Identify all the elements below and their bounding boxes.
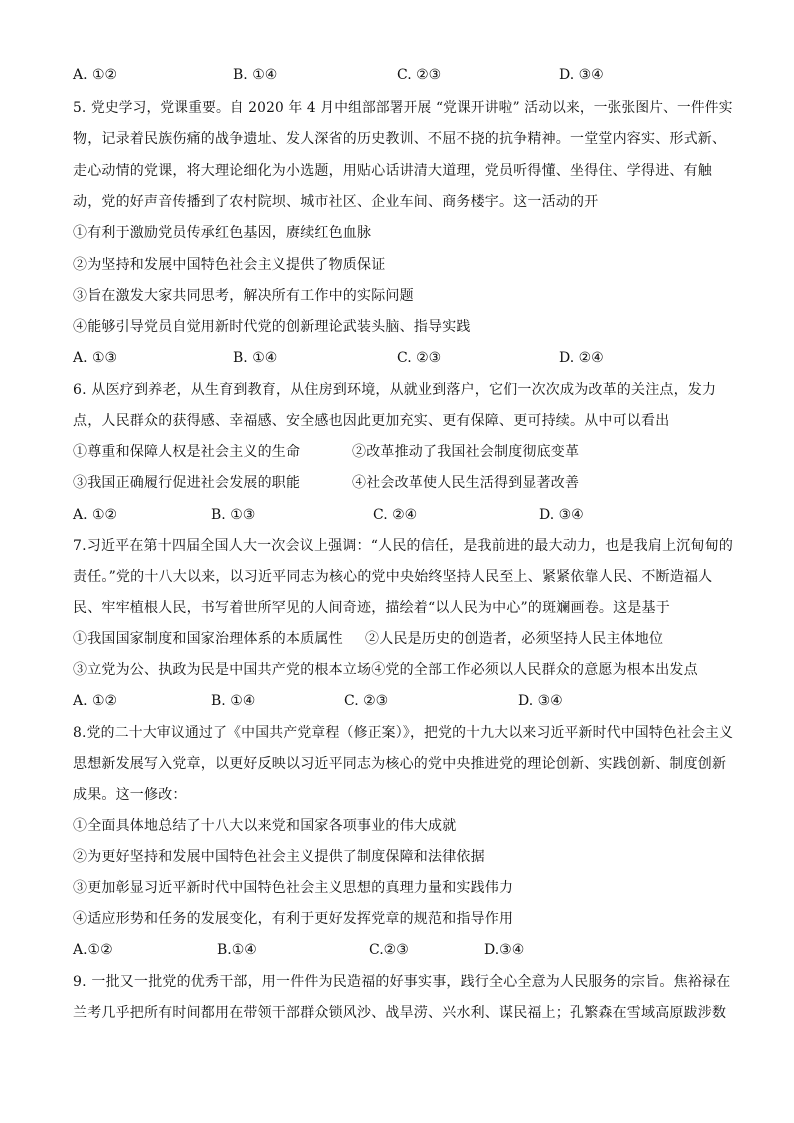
q9-stem-line: 兰考几乎把所有时间都用在带领干部群众锁风沙、战旱涝、兴水利、谋民福上；孔繁森在雪域高原跋涉数 (73, 1005, 727, 1021)
q5-statement: ③旨在激发大家共同思考，解决所有工作中的实际问题 (73, 288, 414, 304)
q6-stem-line: 6. 从医疗到养老，从生育到教育，从住房到环境，从就业到落户，它们一次次成为改革的关注点，发力 (73, 382, 717, 398)
q7-option-a: A. ①② (73, 693, 118, 709)
q5-statement: ④能够引导党员自觉用新时代党的创新理论武装头脑、指导实践 (73, 319, 471, 335)
q7-options (73, 692, 733, 710)
q6-options (73, 506, 733, 524)
q7-option-c: C. ②③ (344, 693, 389, 709)
q7-statement: ①我国国家制度和国家治理体系的本质属性 (73, 631, 343, 647)
q9-stem-line: 9. 一批又一批党的优秀干部，用一件件为民造福的好事实事，践行全心全意为人民服务的宗旨。焦裕禄在 (73, 974, 731, 990)
q4-option-a: A. ①② (73, 67, 118, 83)
q8-option-c: C.②③ (369, 942, 409, 958)
q5-option-d: D. ②④ (559, 350, 604, 366)
q4-option-c: C. ②③ (397, 67, 442, 83)
q8-stem-line: 成果。这一修改： (73, 787, 187, 803)
q6-option-b: B. ①③ (211, 507, 256, 523)
q5-options (73, 349, 733, 367)
q6-option-a: A. ①② (73, 507, 118, 523)
q8-option-a: A.①② (73, 942, 113, 958)
q7-stem-line: 责任。”党的十八大以来，以习近平同志为核心的党中央始终坚持人民至上、紧紧依靠人民、不断造福人 (73, 569, 713, 585)
q6-statement: ④社会改革使人民生活得到显著改善 (352, 475, 580, 491)
q4-option-b: B. ①④ (233, 67, 278, 83)
q7-statement: ③立党为公、执政为民是中国共产党的根本立场④党的全部工作必须以人民群众的意愿为根本出发点 (73, 662, 698, 678)
q6-statement: ①尊重和保障人权是社会主义的生命 (73, 444, 301, 460)
q4-options (73, 66, 733, 84)
q4-option-d: D. ③④ (559, 67, 604, 83)
q8-statement: ④适应形势和任务的发展变化，有利于更好发挥党章的规范和指导作用 (73, 911, 514, 927)
q5-stem-line: 动，党的好声音传播到了农村院坝、城市社区、企业车间、商务楼宇。这一活动的开 (73, 194, 599, 210)
q5-option-c: C. ②③ (397, 350, 442, 366)
q5-option-b: B. ①④ (233, 350, 278, 366)
q7-option-d: D. ③④ (518, 693, 563, 709)
q8-statement: ①全面具体地总结了十八大以来党和国家各项事业的伟大成就 (73, 818, 457, 834)
q6-stem-line: 点，人民群众的获得感、幸福感、安全感也因此更加充实、更有保障、更可持续。从中可以看出 (73, 413, 670, 429)
q6-option-d: D. ③④ (539, 507, 584, 523)
q8-statement: ②为更好坚持和发展中国特色社会主义提供了制度保障和法律依据 (73, 849, 485, 865)
q7-statement: ②人民是历史的创造者，必须坚持人民主体地位 (365, 631, 664, 647)
q5-stem-line: 走心动情的党课，将大理论细化为小选题，用贴心话讲清大道理，党员听得懂、坐得住、学得进、有触 (73, 163, 712, 179)
q8-stem-line: 思想新发展写入党章，以更好反映以习近平同志为核心的党中央推进党的理论创新、实践创新、制度创新 (73, 756, 727, 772)
q7-stem-line: 民、牢牢植根人民，书写着世所罕见的人间奇迹，描绘着“以人民为中心”的斑斓画卷。这是基于 (73, 600, 670, 616)
q7-stem-line: 7.习近平在第十四届全国人大一次会议上强调：“人民的信任，是我前进的最大动力，也是我肩上沉甸甸的 (73, 538, 734, 554)
q5-statement: ①有利于激励党员传承红色基因，赓续红色血脉 (73, 225, 372, 241)
q5-statement: ②为坚持和发展中国特色社会主义提供了物质保证 (73, 257, 386, 273)
q8-options (73, 941, 733, 959)
q6-statement: ③我国正确履行促进社会发展的职能 (73, 475, 301, 491)
q8-statement: ③更加彰显习近平新时代中国特色社会主义思想的真理力量和实践伟力 (73, 880, 514, 896)
q6-statement: ②改革推动了我国社会制度彻底变革 (352, 444, 580, 460)
q5-stem-line: 物，记录着民族伤痛的战争遗址、发人深省的历史教训、不屈不挠的抗争精神。一堂堂内容实、形式新、 (73, 131, 727, 147)
q5-stem-line: 5. 党史学习，党课重要。自 2020 年 4 月中组部部署开展 “党课开讲啦” 活动以来，一张张图片、一件件实 (73, 100, 733, 116)
q8-option-d: D.③④ (484, 942, 525, 958)
q6-option-c: C. ②④ (373, 507, 418, 523)
q8-option-b: B.①④ (217, 942, 257, 958)
q7-option-b: B. ①④ (211, 693, 256, 709)
q5-option-a: A. ①③ (73, 350, 118, 366)
q8-stem-line: 8.党的二十大审议通过了《中国共产党章程（修正案）》，把党的十九大以来习近平新时代中国特色社会主义 (73, 725, 734, 741)
